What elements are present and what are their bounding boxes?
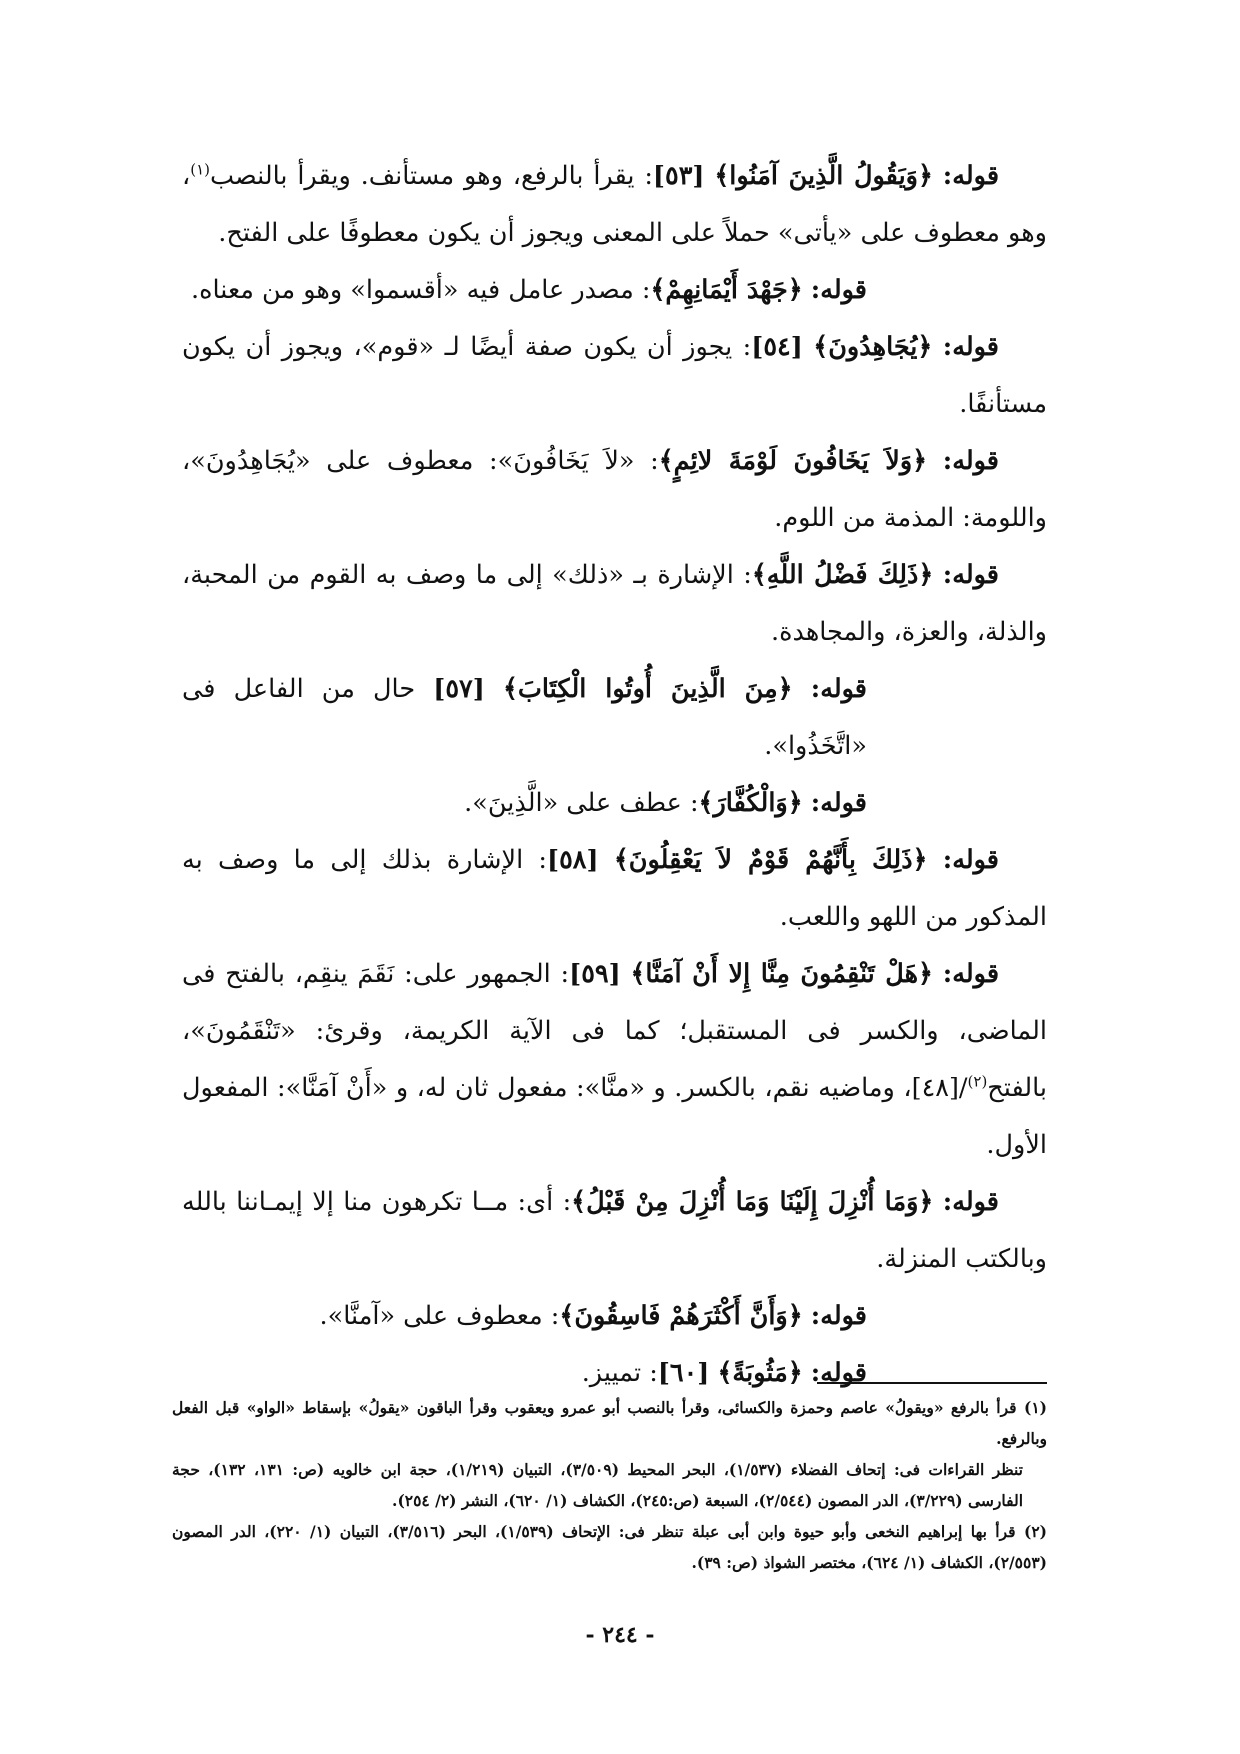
commentary-entry <box>182 832 1047 946</box>
commentary-entry <box>182 1174 1047 1288</box>
footnote-marker[interactable]: (٢) <box>967 1072 988 1091</box>
commentary-entry <box>182 148 1047 262</box>
entry-text: : الجمهور على: نَقَمَ ينقِم، بالفتح فى الماضى، والكسر فى المستقبل؛ كما فى الآية الكريمة، وقرئ: «تَنْقَمُونَ»، بالفتح <box>182 959 1047 1103</box>
entry-text: : مصدر عامل فيه «أقسموا» وهو من معناه. <box>191 275 651 305</box>
entry-label: قوله: <box>942 1187 999 1217</box>
commentary-entry <box>182 319 1047 433</box>
commentary-entry <box>182 262 1047 319</box>
entry-label: قوله: <box>942 161 1000 191</box>
entry-label: قوله: <box>810 674 867 704</box>
entry-label: قوله: <box>810 788 867 818</box>
quran-verse: ﴿ذَلِكَ فَضْلُ اللَّهِ﴾ <box>751 560 934 590</box>
quran-verse: ﴿مَثُوبَةً﴾ <box>717 1358 803 1388</box>
footnote-continuation: تنظر القراءات فى: إتحاف الفضلاء (١/٥٣٧)، البحر المحيط (٣/٥٠٩)، التبيان (١/٢١٩)، حجة ابن خالويه (ص: ١٣١، ١٣٢)، حجة الفارسى (٣/٢٢٩)، الدر المصون (٢/٥٤٤)، السبعة (ص:٢٤٥)، الكشاف (١/ ٦٢٠)، النشر (٢/ ٢٥٤). <box>172 1460 1023 1510</box>
entry-text: : الإشارة بـ «ذلك» إلى ما وصف به القوم من المحبة، والذلة، والعزة، والمجاهدة. <box>182 560 1047 647</box>
verse-number: [٥٧] <box>433 674 485 704</box>
entry-text: : «لاَ يَخَافُونَ»: معطوف على «يُجَاهِدُونَ»، واللومة: المذمة من اللوم. <box>182 446 1047 533</box>
footnotes <box>172 1392 1047 1578</box>
entry-text: : تمييز. <box>581 1358 658 1388</box>
commentary-entry <box>182 547 1047 661</box>
entry-text: : الإشارة بذلك إلى ما وصف به المذكور من اللهو واللعب. <box>182 845 1047 932</box>
main-text <box>182 148 1047 1402</box>
entry-text-continued: /[٤٨]، وماضيه نقم، بالكسر. و «منَّا»: مفعول ثان له، و «أَنْ آمَنَّا»: المفعول الأول. <box>182 1073 1047 1160</box>
entry-text: : أى: مــا تكرهون منا إلا إيمـاننا بالله وبالكتب المنزلة. <box>182 1187 1047 1274</box>
quran-verse: ﴿وَمَا أُنْزِلَ إِلَيْنَا وَمَا أُنْزِلَ مِنْ قَبْلُ﴾ <box>571 1187 934 1217</box>
entry-label: قوله: <box>942 446 999 476</box>
entry-label: قوله: <box>810 275 867 305</box>
entry-label: قوله: <box>942 845 999 875</box>
entry-text-continued: ، وهو معطوف على «يأتى» حملاً على المعنى ويجوز أن يكون معطوفًا على الفتح. <box>182 161 1047 248</box>
quran-verse: ﴿وَيَقُولُ الَّذِينَ آمَنُوا﴾ <box>714 161 933 191</box>
commentary-entry <box>182 1288 1047 1345</box>
footnote-text: قرأ بها إبراهيم النخعى وأبو حيوة وابن أبى عبلة تنظر فى: الإتحاف (١/٥٣٩)، البحر (٣/٥١٦)، التبيان (١/ ٢٢٠)، الدر المصون (٢/٥٥٣)، الكشاف (١/ ٦٢٤)، مختصر الشواذ (ص: ٣٩). <box>172 1522 1047 1572</box>
quran-verse: ﴿وَالْكُفَّارَ﴾ <box>698 788 803 818</box>
footnote-number: (٢) <box>1023 1522 1047 1541</box>
footnote-marker[interactable]: (١) <box>190 160 211 179</box>
commentary-entry <box>182 775 1047 832</box>
commentary-entry <box>182 433 1047 547</box>
verse-number: [٦٠] <box>657 1358 710 1388</box>
footnote-divider <box>817 1382 1047 1384</box>
verse-number: [٥٨] <box>547 845 599 875</box>
commentary-entry <box>182 661 1047 775</box>
quran-verse: ﴿هَلْ تَنْقِمُونَ مِنَّا إِلا أَنْ آمَنَّا﴾ <box>630 959 933 989</box>
footnote-text: قرأ بالرفع «ويقولُ» عاصم وحمزة والكسائى، وقرأ بالنصب أبو عمرو ويعقوب وقرأ الباقون «يقولُ» بإسقاط «الواو» قبل الفعل وبالرفع. <box>172 1398 1047 1448</box>
quran-verse: ﴿جَهْدَ أَيْمَانِهِمْ﴾ <box>650 275 803 305</box>
entry-text: : يجوز أن يكون صفة أيضًا لـ «قوم»، ويجوز أن يكون مستأنفًا. <box>182 332 1047 419</box>
entry-text: : معطوف على «آمنَّا». <box>319 1301 560 1331</box>
entry-label: قوله: <box>942 332 999 362</box>
quran-verse: ﴿ذَلِكَ بِأَنَّهُمْ قَوْمٌ لاَ يَعْقِلُونَ﴾ <box>613 845 928 875</box>
entry-label: قوله: <box>810 1358 867 1388</box>
quran-verse: ﴿مِنَ الَّذِينَ أُوتُوا الْكِتَابَ﴾ <box>502 674 793 704</box>
entry-label: قوله: <box>810 1301 867 1331</box>
quran-verse: ﴿يُجَاهِدُونَ﴾ <box>813 332 933 362</box>
verse-number: [٥٣] <box>652 161 705 191</box>
entry-label: قوله: <box>942 560 999 590</box>
page-number: - ٢٤٤ - <box>585 1622 655 1648</box>
verse-number: [٥٩] <box>569 959 621 989</box>
footnote-number: (١) <box>1023 1398 1047 1417</box>
verse-number: [٥٤] <box>751 332 803 362</box>
commentary-entry <box>182 946 1047 1174</box>
entry-text: حال من الفاعل فى «اتَّخَذُوا». <box>182 674 867 761</box>
footnote <box>172 1392 1047 1454</box>
entry-text: : عطف على «الَّذِينَ». <box>464 788 699 818</box>
quran-verse: ﴿وَأَنَّ أَكْثَرَهُمْ فَاسِقُونَ﴾ <box>559 1301 803 1331</box>
entry-text: : يقرأ بالرفع، وهو مستأنف. ويقرأ بالنصب <box>210 161 653 191</box>
entry-label: قوله: <box>942 959 1000 989</box>
footnote <box>172 1516 1047 1578</box>
quran-verse: ﴿وَلاَ يَخَافُونَ لَوْمَةَ لائِمٍ﴾ <box>658 446 928 476</box>
